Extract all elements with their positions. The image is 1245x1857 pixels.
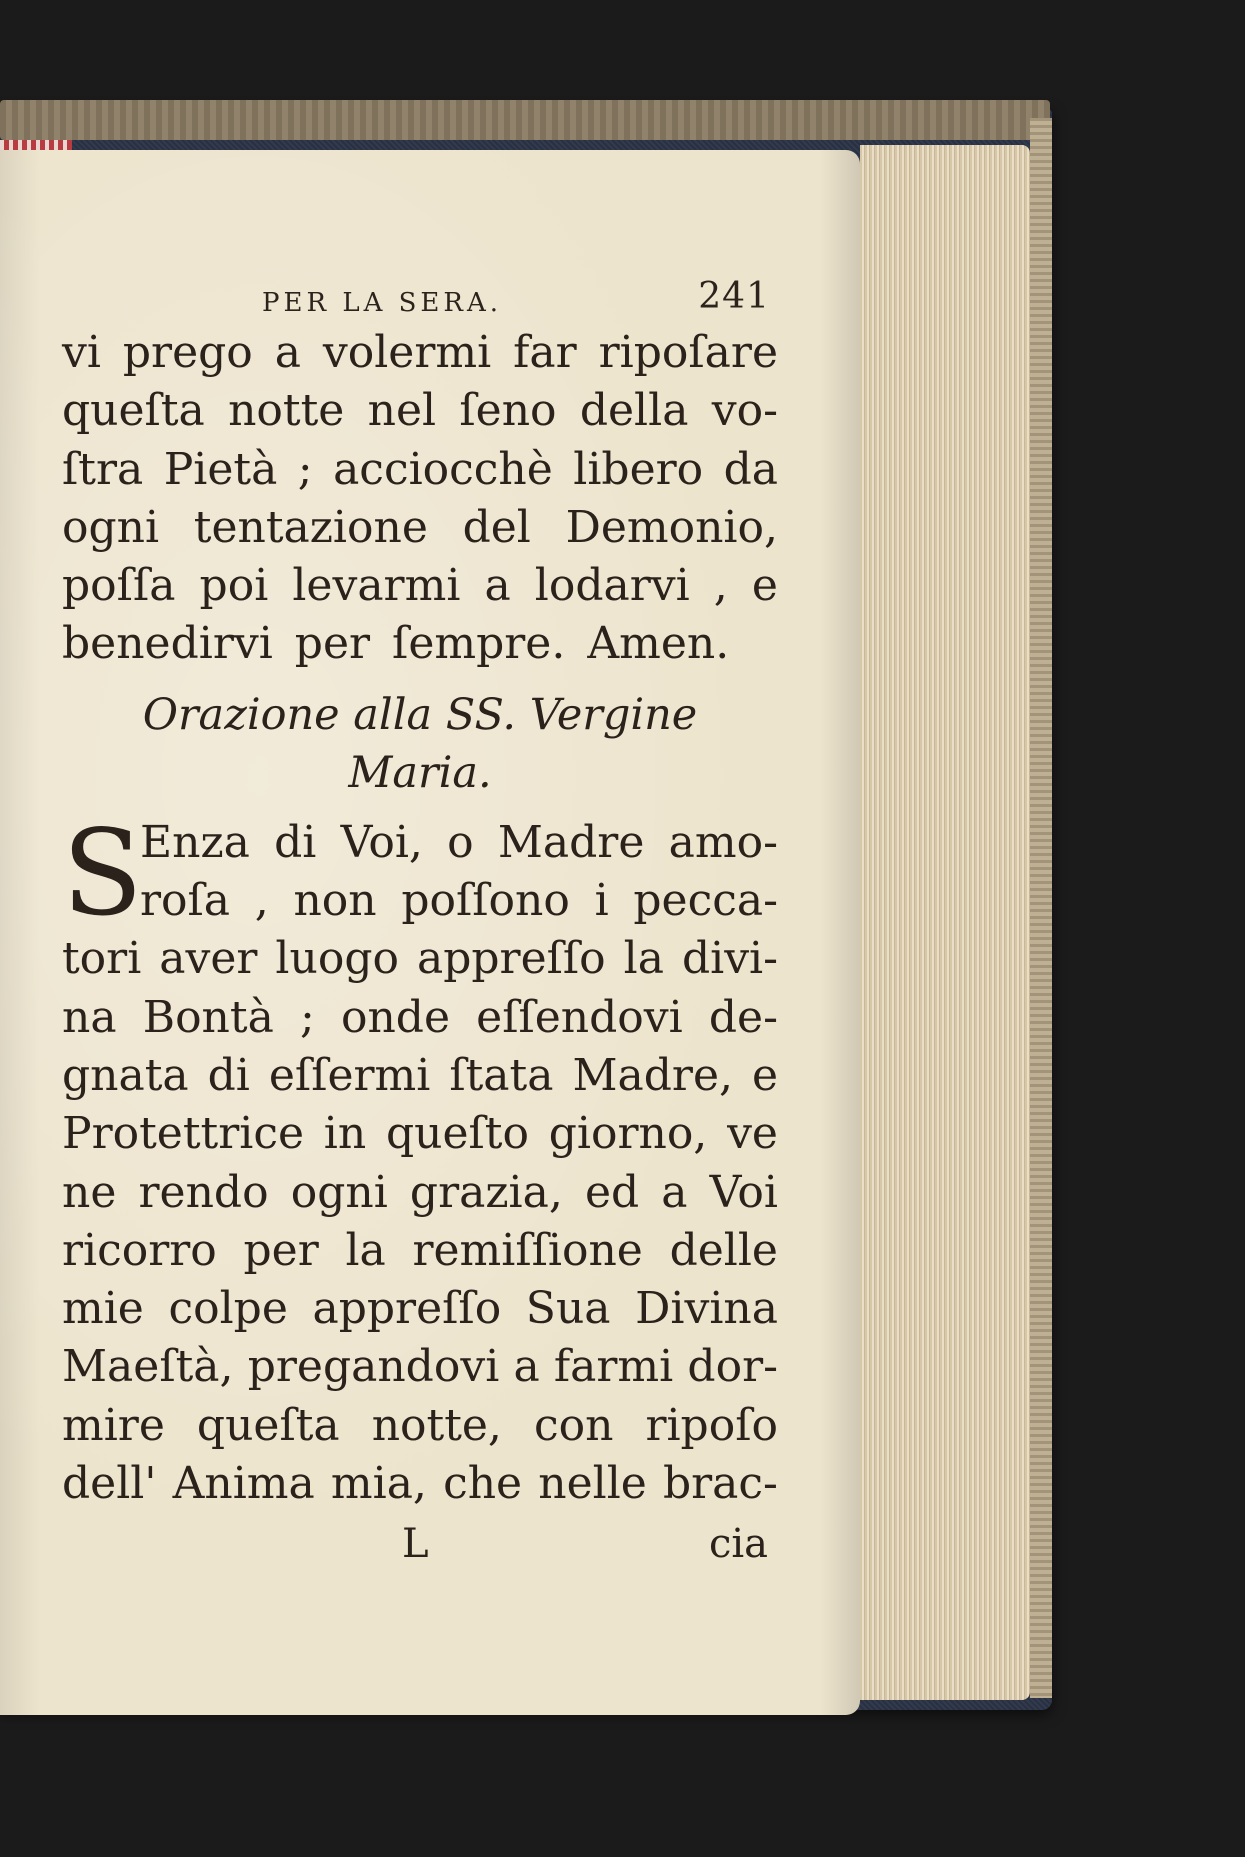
word: eſſendovi xyxy=(476,991,683,1043)
word: mie xyxy=(62,1283,144,1335)
word: di xyxy=(274,816,317,868)
word: la xyxy=(345,1224,386,1276)
word: brac- xyxy=(662,1458,778,1510)
word: della xyxy=(579,385,689,437)
word: ſtra xyxy=(62,443,144,495)
text-line xyxy=(62,1105,778,1163)
word: non xyxy=(293,875,377,927)
word: rendo xyxy=(138,1166,269,1218)
word: ſtata xyxy=(449,1049,554,1101)
word: amo- xyxy=(668,816,778,868)
word: nelle xyxy=(538,1458,647,1510)
word: giorno, xyxy=(548,1108,708,1160)
word: appreſſo xyxy=(312,1283,502,1335)
word: ſeno xyxy=(459,385,557,437)
word: , xyxy=(254,875,269,927)
page-stack xyxy=(860,145,1030,1700)
word: ſempre. xyxy=(392,618,566,670)
word: Amen. xyxy=(587,618,730,670)
section-title-line-1: Orazione alla SS. Vergine xyxy=(142,689,698,740)
word: Pietà xyxy=(163,443,278,495)
word: volermi xyxy=(322,327,492,378)
word: la xyxy=(623,933,664,985)
paragraph-2-indented xyxy=(62,803,778,942)
word: i xyxy=(594,875,609,927)
word: poſſa xyxy=(62,560,176,612)
paragraph-2-body xyxy=(62,930,778,1513)
word: ripoſare xyxy=(598,327,778,378)
word: pregandovi xyxy=(247,1341,500,1393)
word: aver xyxy=(159,933,258,985)
word: libero xyxy=(573,443,704,495)
word: Maeſtà, xyxy=(62,1341,234,1393)
word: ; xyxy=(299,991,315,1043)
word: appreſſo xyxy=(416,933,606,985)
cover-edge xyxy=(1030,118,1052,1698)
word: queſta xyxy=(196,1399,340,1451)
word: Sua xyxy=(525,1283,611,1335)
word: roſa xyxy=(140,875,231,927)
word: con xyxy=(533,1399,614,1451)
word: eſſermi xyxy=(268,1049,431,1101)
paragraph-2 xyxy=(62,803,778,1514)
word: per xyxy=(294,618,371,670)
word: Divina xyxy=(635,1283,778,1335)
section-title-line-2: Maria. xyxy=(348,747,492,798)
word: ve xyxy=(727,1108,778,1160)
word: queſta xyxy=(62,385,205,437)
text-line xyxy=(62,1397,778,1455)
word: mia, xyxy=(330,1458,427,1510)
word: nel xyxy=(367,385,437,437)
word: Demonio, xyxy=(565,501,778,553)
text-line xyxy=(62,615,778,673)
word: ogni xyxy=(62,501,160,553)
text-line xyxy=(62,989,778,1047)
word: poi xyxy=(199,560,269,612)
word: di xyxy=(207,1049,250,1101)
word: gnata xyxy=(62,1049,189,1101)
text-line xyxy=(62,930,778,988)
word: dor- xyxy=(687,1341,778,1393)
text-line xyxy=(62,1164,778,1222)
word: delle xyxy=(669,1224,778,1276)
word: notte xyxy=(228,385,345,437)
word: a xyxy=(274,327,301,378)
word: ricorro xyxy=(62,1224,217,1276)
word: da xyxy=(723,443,778,495)
word: Anima xyxy=(172,1458,315,1510)
word: ne xyxy=(62,1166,117,1218)
word: e xyxy=(751,1049,778,1101)
word: a xyxy=(513,1341,540,1393)
word: ogni xyxy=(290,1166,388,1218)
text-line xyxy=(62,557,778,615)
word: remiſſione xyxy=(412,1224,643,1276)
text-line xyxy=(140,872,778,930)
drop-cap: S xyxy=(62,803,143,942)
word: benedirvi xyxy=(62,618,273,670)
word: onde xyxy=(340,991,450,1043)
book-spine-top xyxy=(0,100,1050,140)
word: farmi xyxy=(553,1341,674,1393)
word: in xyxy=(323,1108,367,1160)
word: prego xyxy=(122,327,253,378)
word: Madre xyxy=(497,816,645,868)
word: lodarvi xyxy=(534,560,690,612)
word: Voi xyxy=(709,1166,778,1218)
word: ripoſo xyxy=(645,1399,778,1451)
word: divi- xyxy=(681,933,778,985)
word: luogo xyxy=(275,933,399,985)
word: tentazione xyxy=(193,501,428,553)
word: levarmi xyxy=(292,560,461,612)
word: na xyxy=(62,991,117,1043)
word: Madre, xyxy=(572,1049,733,1101)
word: Protettrice xyxy=(62,1108,304,1160)
signature-mark: L xyxy=(402,1521,429,1568)
word: che xyxy=(443,1458,523,1510)
page-header xyxy=(62,270,778,324)
text-line xyxy=(62,1222,778,1280)
word: vi xyxy=(62,327,101,378)
page-text xyxy=(62,270,778,1573)
word: grazia, xyxy=(409,1166,563,1218)
text-line xyxy=(62,324,778,382)
text-line xyxy=(62,382,778,440)
word: e xyxy=(751,560,778,612)
word: vo- xyxy=(711,385,778,437)
word: far xyxy=(513,327,577,378)
word: mire xyxy=(62,1399,165,1451)
word: notte, xyxy=(371,1399,502,1451)
text-line xyxy=(140,814,778,872)
word: colpe xyxy=(168,1283,288,1335)
word: ed xyxy=(584,1166,640,1218)
word: poſſono xyxy=(401,875,570,927)
text-line xyxy=(62,441,778,499)
word: ; xyxy=(297,443,313,495)
text-line xyxy=(62,1455,778,1513)
word: Enza xyxy=(140,816,250,868)
word: a xyxy=(661,1166,688,1218)
word: de- xyxy=(708,991,778,1043)
word: del xyxy=(462,501,531,553)
word: , xyxy=(713,560,728,612)
word: acciocchè xyxy=(333,443,553,495)
word: per xyxy=(243,1224,319,1276)
page-number: 241 xyxy=(698,276,770,317)
text-line xyxy=(62,499,778,557)
catchword: cia xyxy=(708,1521,768,1568)
text-line xyxy=(62,1280,778,1338)
word: tori xyxy=(62,933,142,985)
running-head: PER LA SERA. xyxy=(262,288,503,318)
word: dell' xyxy=(62,1458,157,1510)
text-line xyxy=(62,1338,778,1396)
word: Bontà xyxy=(142,991,274,1043)
word: pecca- xyxy=(633,875,778,927)
word: o xyxy=(447,816,474,868)
page-footer xyxy=(62,1513,778,1573)
word: Voi, xyxy=(340,816,423,868)
word: a xyxy=(484,560,511,612)
word: queſto xyxy=(385,1108,529,1160)
text-line xyxy=(62,1047,778,1105)
paragraph-1 xyxy=(62,324,778,674)
